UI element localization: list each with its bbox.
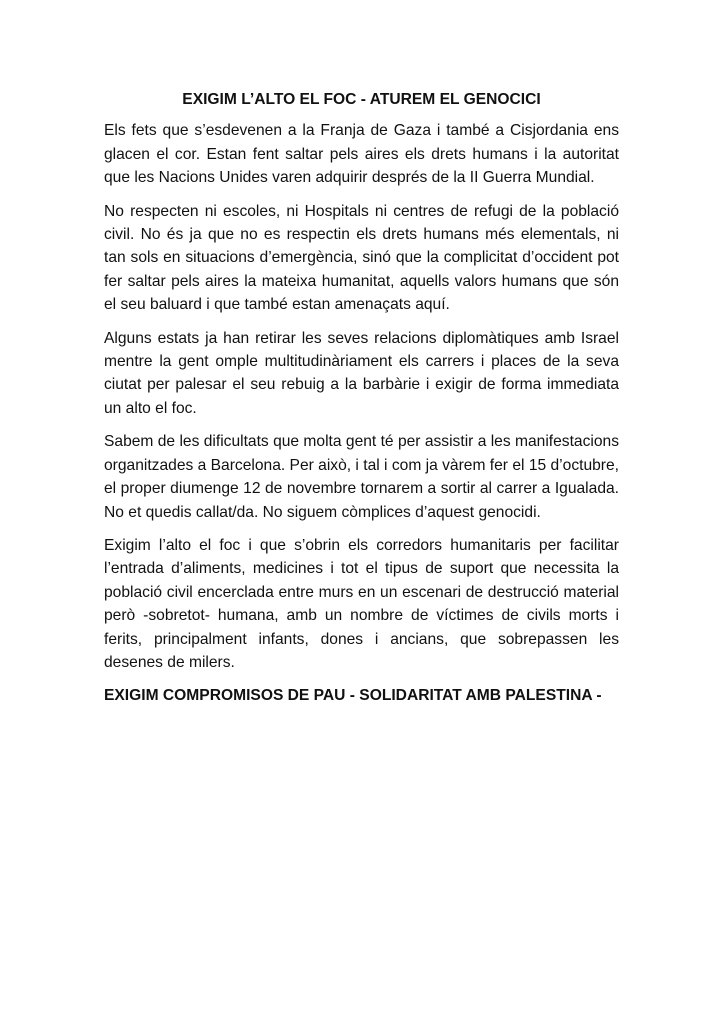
paragraph-human-rights: No respecten ni escoles, ni Hospitals ni centres de refugi de la població civil. No és ja que no es respectin els drets humans més elementals, ni tan sols en situacions d’emergència, sinó que la complicitat d’occident pot fer saltar pels aires la mateixa humanitat, aquells valors humans que són el seu baluard i que també estan amenaçats aquí. <box>104 202 619 314</box>
paragraph-igualada-demonstration: Sabem de les dificultats que molta gent té per assistir a les manifestacions organitzades a Barcelona. Per això, i tal i com ja vàrem fer el 15 d’octubre, el proper diumenge 12 de novembre tornarem a sortir al carrer a Igualada. No et quedis callat/da. No siguem còmplices d’aquest genocidi. <box>104 433 619 521</box>
closing-statement: EXIGIM COMPROMISOS DE PAU - SOLIDARITAT AMB PALESTINA - <box>104 687 602 705</box>
paragraph-humanitarian-corridors: Exigim l’alto el foc i que s’obrin els corredors humanitaris per facilitar l’entrada d’aliments, medicines i tot el tipus de suport que necessita la població civil encerclada entre murs en un escenari de destrucció material però -sobretot- humana, amb un nombre de víctimes de civils morts i ferits, principalment infants, dones i ancians, que sobrepassen les desenes de milers. <box>104 536 619 671</box>
paragraph-diplomatic-relations: Alguns estats ja han retirar les seves relacions diplomàtiques amb Israel mentre la gent omple multitudinàriament els carrers i places de la seva ciutat per palesar el seu rebuig a la barbàrie i exigir de forma immediata un alto el foc. <box>104 329 619 417</box>
document-title: EXIGIM L’ALTO EL FOC - ATUREM EL GENOCICI <box>182 91 541 108</box>
paragraph-gaza-situation: Els fets que s’esdevenen a la Franja de Gaza i també a Cisjordania ens glacen el cor. Estan fent saltar pels aires els drets humans i la autoritat que les Nacions Unides varen adquirir després de la II Guerra Mundial. <box>104 122 619 187</box>
